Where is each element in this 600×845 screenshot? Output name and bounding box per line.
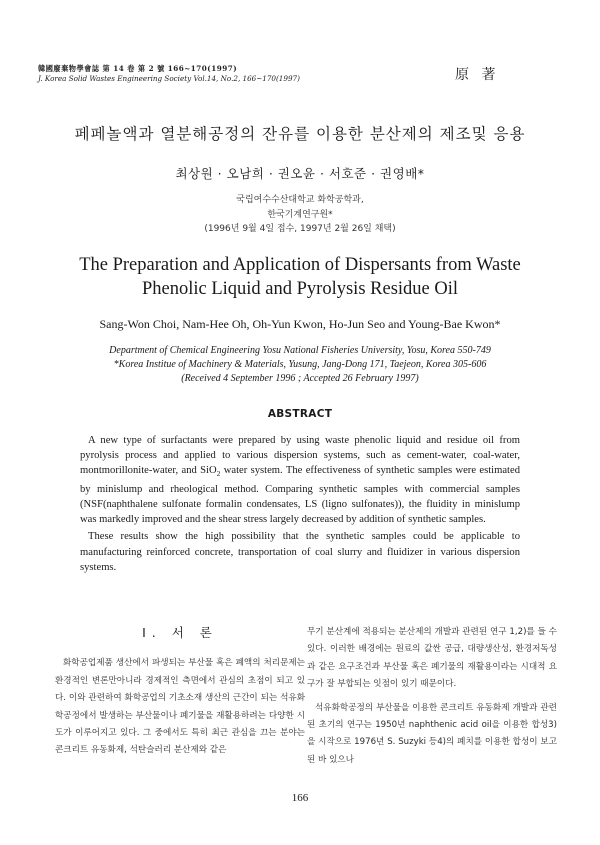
english-title	[0, 253, 600, 301]
english-title-line-2: Phenolic Liquid and Pyrolysis Residue Oil	[141, 279, 459, 299]
abstract-subscript: 2	[216, 469, 221, 479]
korean-affiliation-1: 국립여수수산대학교 화학공학과,	[236, 195, 364, 205]
abstract-body	[80, 433, 520, 575]
journal-citation-korean: 韓國廢棄物學會誌 第 14 卷 第 2 號 166~170(1997)	[38, 64, 238, 73]
abstract-paragraph-1	[80, 433, 520, 527]
abstract-text-a: A new type of surfactants were prepared by using waste phenolic liquid and residue oil from pyrolysis process and applied to various dispersion systems, such as cement-water, coal-water, montmorillonite-water, and SiO	[80, 435, 520, 477]
journal-citation-english: J. Korea Solid Wastes Engineering Society Vol.14, No.2, 166~170(1997)	[38, 74, 300, 83]
korean-affiliation-2: 한국기계연구원*	[267, 210, 333, 220]
abstract-heading: ABSTRACT	[267, 408, 333, 420]
section-heading-introduction: I. 서 론	[142, 625, 218, 640]
page-number: 166	[291, 792, 309, 804]
korean-authors: 최상원 · 오남희 · 권오윤 · 서호준 · 권영배*	[175, 166, 425, 181]
abstract-paragraph-2: These results show the high possibility that the synthetic samples could be applicable to manufacturing reinforced concrete, transportation of coal slurry and fluidizer in various dispersion systems.	[80, 531, 520, 573]
abstract-text-b: water system. The effectiveness of synthetic samples were estimated by minislump and rheological method. Comparing synthetic samples with commercial samples (NSF(naphthalene sulfonate formalin condensates, LS (ligno sulfonates)), the fluidity in minislump was markedly improved and the shear stress largely decreased by addition of synthetic samples.	[80, 465, 520, 526]
journal-header	[38, 64, 300, 84]
english-affiliation-2: *Korea Institue of Machinery & Materials, Yusung, Jang-Dong 171, Taejeon, Korea 305-606	[113, 359, 487, 370]
body-column-right	[307, 624, 557, 769]
english-received-date: (Received 4 September 1996 ; Accepted 26 February 1997)	[181, 373, 419, 384]
body-paragraph: 화학공업제품 생산에서 파생되는 부산물 혹은 폐액의 처리문제는 환경적인 변론만아니라 경제적인 측면에서 관심의 초점이 되고 있다. 이와 관련하여 화학공업의 기초소재 생산의 근간이 되는 석유화학공정에서 발생하는 부산물이나 폐기물을 재활용하려는 다양한 시도가 이루어지고 있다. 그 중에서도 특히 최근 관심을 끄는 분야는 콘크리트 유동화제, 석탄슬러리 분산제와 같은	[55, 658, 305, 756]
korean-received-date: (1996년 9월 4일 접수, 1997년 2월 26일 채택)	[204, 224, 396, 234]
body-column-left	[55, 620, 305, 760]
english-authors: Sang-Won Choi, Nam-Hee Oh, Oh-Yun Kwon, Ho-Jun Seo and Young-Bae Kwon*	[99, 317, 501, 331]
body-paragraph: 석유화학공정의 부산물을 이용한 콘크리트 유동화제 개발과 관련된 초기의 연구는 1950년 naphthenic acid oil을 이용한 합성3)을 시작으로 1976년 S. Suzyki 등4)의 폐치를 이용한 합성이 보고된 바 있으나	[307, 702, 557, 765]
english-affiliation-1: Department of Chemical Engineering Yosu National Fisheries University, Yosu, Korea 550-749	[109, 345, 491, 356]
english-title-line-1: The Preparation and Application of Dispersants from Waste	[79, 255, 521, 275]
korean-title: 페페놀액과 열분해공정의 잔유를 이용한 분산제의 제조및 응용	[74, 125, 526, 143]
article-type-label: 原 著	[455, 67, 500, 83]
body-paragraph: 무기 분산계에 적용되는 분산제의 개발과 관련된 연구 1,2)를 들 수 있다. 이러한 배경에는 원료의 값싼 공급, 대량생산성, 환경저독성과 같은 요구조건과 부산물 혹은 폐기물의 재활용이라는 시대적 요구가 잘 부합되는 잇점이 있기 때문이다.	[307, 627, 557, 690]
